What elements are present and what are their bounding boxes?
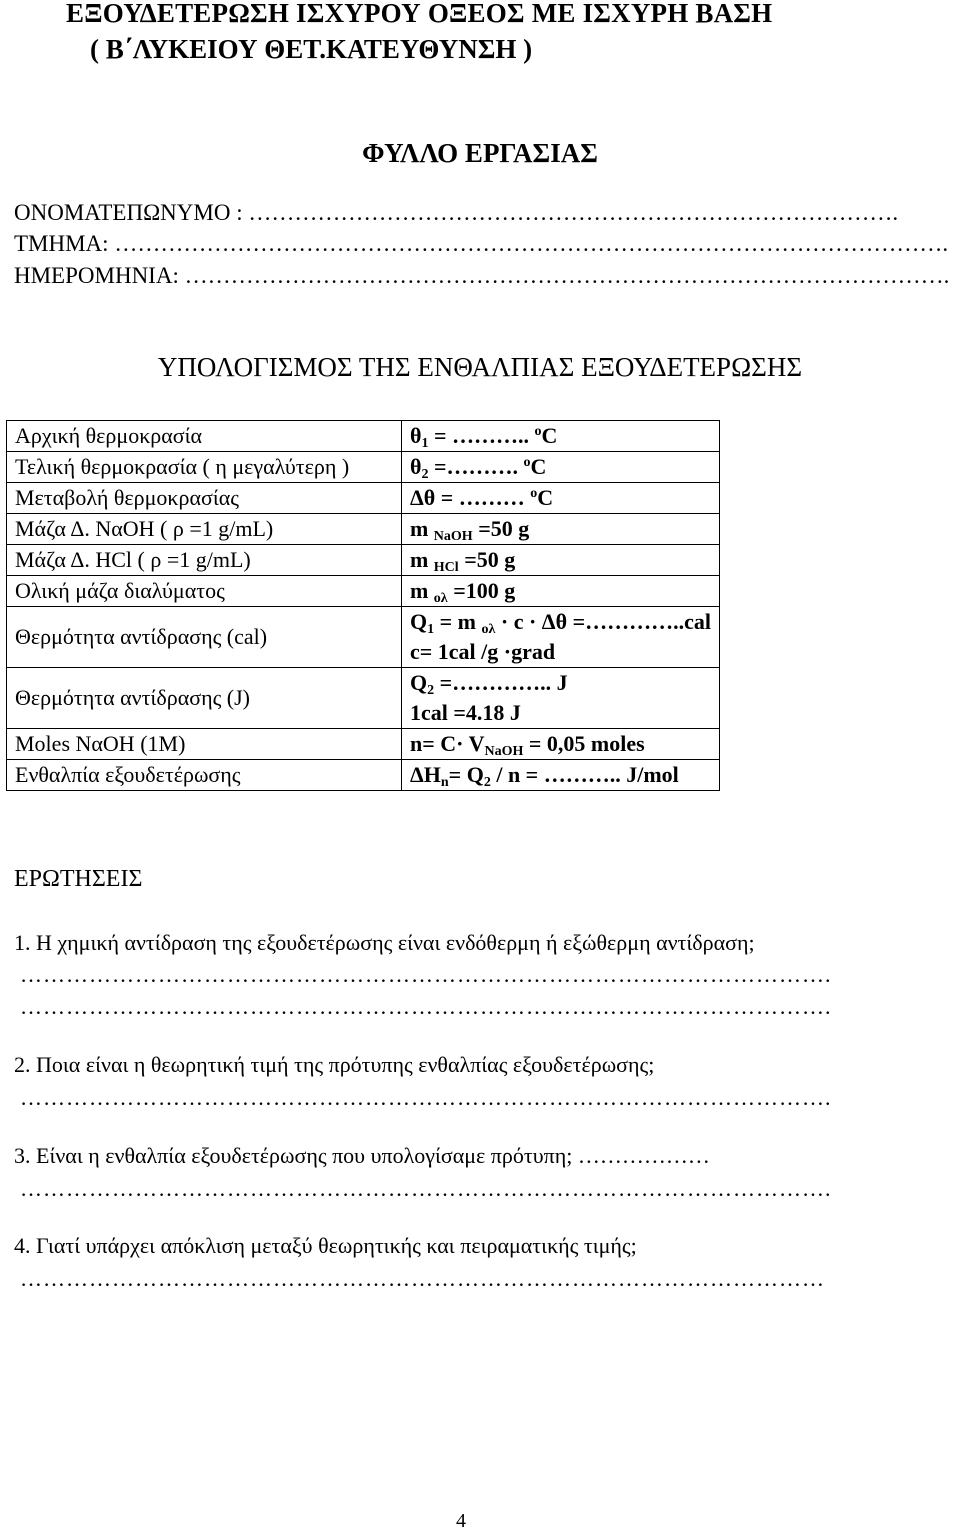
table-row bbox=[7, 729, 720, 760]
table-row bbox=[7, 668, 720, 729]
name-blank: …………………………………………………………………………. bbox=[248, 200, 899, 225]
calculation-title: ΥΠΟΛΟΓΙΣΜΟΣ ΤΗΣ ΕΝΘΑΛΠΙΑΣ ΕΞΟΥΔΕΤΕΡΩΣΗΣ bbox=[157, 352, 803, 382]
row-value: Δθ = ……… $^o$C bbox=[401, 483, 719, 514]
row-value: $\Delta H_n= Q_2 / n$ = ……….. J/mol bbox=[401, 760, 719, 791]
answer-line: ……………………………………………………………………………………………. bbox=[20, 994, 832, 1019]
question-2: 2. Ποια είναι η θεωρητική τιμή της πρότυπης ενθαλπίας εξουδετέρωσης; bbox=[14, 1052, 655, 1077]
row-label: Μάζα Δ. ΝαΟΗ ( ρ =1 g/mL) bbox=[7, 514, 402, 545]
table-row bbox=[7, 576, 720, 607]
questions-heading: ΕΡΩΤΗΣΕΙΣ bbox=[14, 866, 143, 892]
row-label: Ενθαλπία εξουδετέρωσης bbox=[7, 760, 402, 791]
row-value: $\theta_2$ =………. $^o$C bbox=[401, 452, 719, 483]
question-1: 1. Η χημική αντίδραση της εξουδετέρωσης είναι ενδόθερμη ή εξώθερμη αντίδραση; bbox=[14, 930, 755, 955]
question-4: 4. Γιατί υπάρχει απόκλιση μεταξύ θεωρητικής και πειραματικής τιμής; bbox=[14, 1233, 637, 1258]
class-blank: ………………………………………………………………………………………………. bbox=[114, 231, 949, 256]
document-title: ΕΞΟΥΔΕΤΕΡΩΣΗ ΙΣΧΥΡΟΥ ΟΞΕΟΣ ΜΕ ΙΣΧΥΡΗ ΒΑΣΗ bbox=[66, 0, 773, 28]
class-field bbox=[14, 231, 948, 257]
row-label: Μεταβολή θερμοκρασίας bbox=[7, 483, 402, 514]
document-title-grade: ( Β΄ΛΥΚΕΙΟΥ ΘΕΤ.ΚΑΤΕΥΘΥΝΣΗ ) bbox=[90, 34, 533, 64]
row-value: m $_{NaOH}$ =50 g bbox=[401, 514, 719, 545]
table-row bbox=[7, 452, 720, 483]
name-label: ΟΝΟΜΑΤΕΠΩΝΥΜΟ : bbox=[14, 200, 243, 225]
worksheet-subtitle: ΦΥΛΛΟ ΕΡΓΑΣΙΑΣ bbox=[362, 138, 598, 168]
row-label: Ολική μάζα διαλύματος bbox=[7, 576, 402, 607]
page-number: 4 bbox=[456, 1510, 466, 1532]
answer-line: ……………………………………………………………………………………………. bbox=[20, 1176, 832, 1201]
answer-line: …………………………………………………………………………………………… bbox=[20, 1266, 825, 1291]
answer-line: ……………………………………………………………………………………………. bbox=[20, 1085, 832, 1110]
row-label: Αρχική θερμοκρασία bbox=[7, 421, 402, 452]
table-row bbox=[7, 545, 720, 576]
table-row bbox=[7, 760, 720, 791]
row-label: Μάζα Δ. HCl ( ρ =1 g/mL) bbox=[7, 545, 402, 576]
row-value: m $_{HCl}$ =50 g bbox=[401, 545, 719, 576]
table-row bbox=[7, 483, 720, 514]
date-blank: ………………………………………………………………………………………. bbox=[184, 263, 950, 288]
table-row bbox=[7, 607, 720, 668]
row-value: $Q_2$ =………….. J 1cal =4.18 J bbox=[401, 668, 719, 729]
answer-line: ……………………………………………………………………………………………. bbox=[20, 962, 832, 987]
row-label: Τελική θερμοκρασία ( η μεγαλύτερη ) bbox=[7, 452, 402, 483]
question-3: 3. Είναι η ενθαλπία εξουδετέρωσης που υπολογίσαμε πρότυπη; ……………… bbox=[14, 1143, 710, 1168]
row-label: Moles ΝαΟΗ (1M) bbox=[7, 729, 402, 760]
calculation-table bbox=[6, 420, 720, 791]
class-label: ΤΜΗΜΑ: bbox=[14, 231, 109, 256]
date-field bbox=[14, 263, 949, 289]
row-value: m $_{o\lambda}$ =100 g bbox=[401, 576, 719, 607]
row-value: $n= C\cdot V_{NaOH} = 0,05$ moles bbox=[401, 729, 719, 760]
table-row bbox=[7, 514, 720, 545]
row-value: $\theta_1$ = ……….. $^o$C bbox=[401, 421, 719, 452]
row-value: $Q_1 = m$ $_{o\lambda}$ · c · Δθ =…………..cal c= 1cal /g ·grad bbox=[401, 607, 719, 668]
row-label: Θερμότητα αντίδρασης (J) bbox=[7, 668, 402, 729]
name-field bbox=[14, 200, 898, 226]
row-label: Θερμότητα αντίδρασης (cal) bbox=[7, 607, 402, 668]
table-row bbox=[7, 421, 720, 452]
date-label: ΗΜΕΡΟΜΗΝΙΑ: bbox=[14, 263, 179, 288]
